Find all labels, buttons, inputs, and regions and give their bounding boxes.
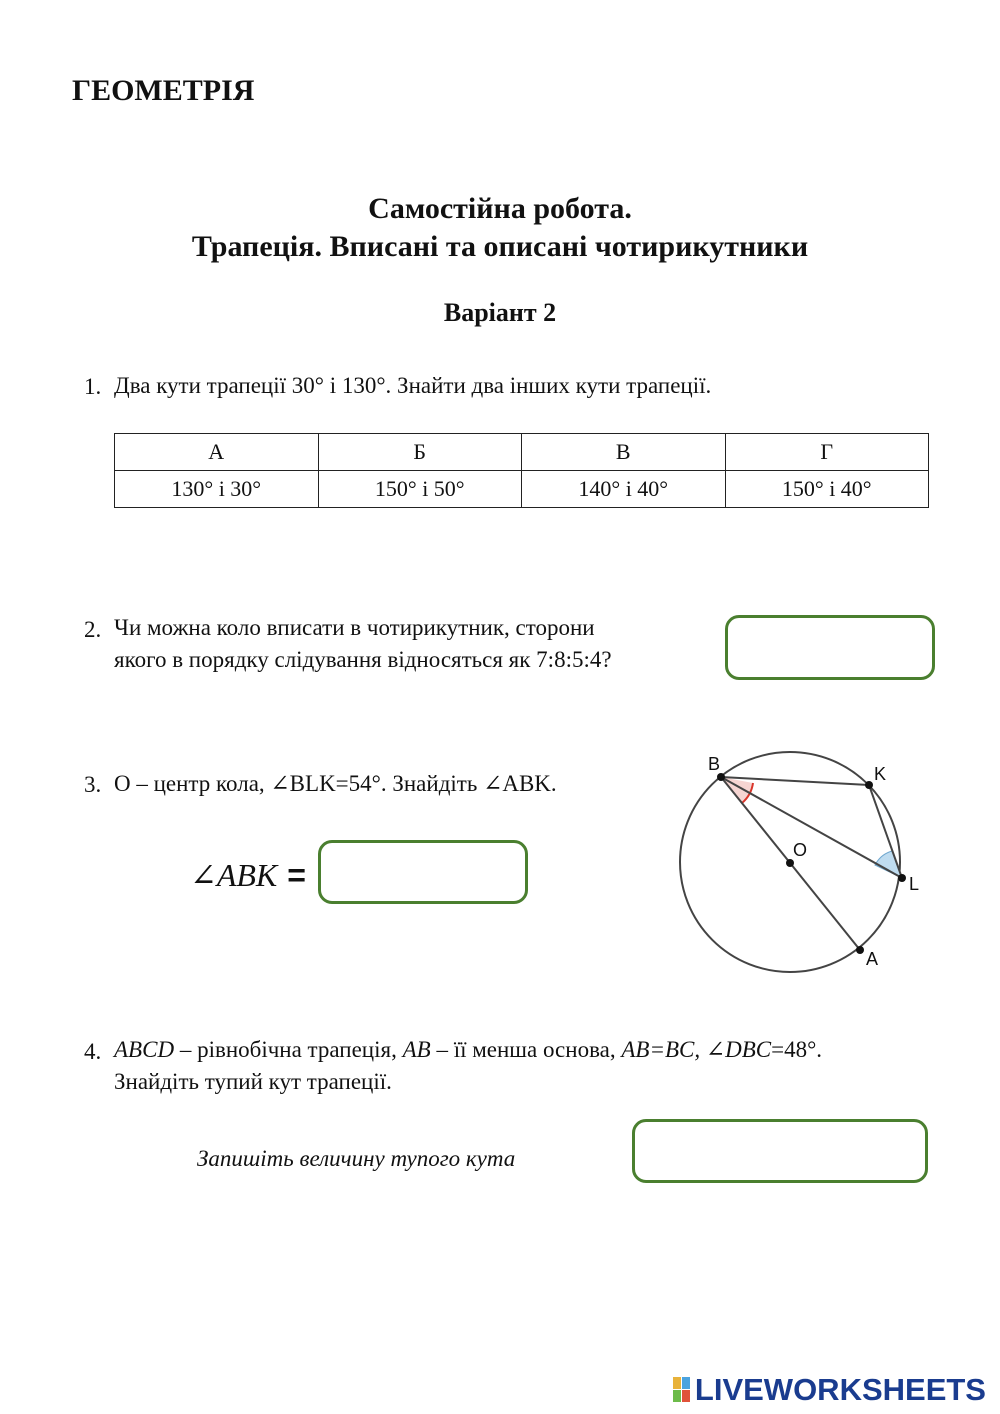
option-a-letter[interactable]: А [115,434,319,471]
q4-text-part1: – рівнобічна трапеція, [174,1037,403,1062]
q2-answer-box[interactable] [725,615,935,680]
logo-text: LIVEWORKSHEETS [694,1372,986,1407]
angle-abk-marker-fill [721,777,753,803]
point-b [717,773,725,781]
q1-options-table [114,433,929,508]
point-k [865,781,873,789]
q3-text: О – центр кола, ∠BLK=54°. Знайдіть ∠ABK. [114,771,557,796]
q4-abcd: ABCD [114,1037,175,1062]
option-g-value[interactable]: 150° і 40° [725,471,929,508]
q4-text-part2: – її менша основа, [430,1037,622,1062]
label-a: A [866,949,879,969]
option-v-value[interactable]: 140° і 40° [522,471,726,508]
label-o: O [793,840,808,860]
option-a-value[interactable]: 130° і 30° [115,471,319,508]
q1-number: 1. [84,374,102,399]
subject-heading: ГЕОМЕТРІЯ [72,74,255,107]
q2-line1: Чи можна коло вписати в чотирикутник, сторони [114,615,595,640]
label-b: B [708,754,721,774]
q4-answer-box[interactable] [632,1119,928,1183]
circle-diagram [668,750,928,990]
angle-abk-label: ∠ABK [190,857,278,893]
q2-number: 2. [84,617,102,642]
q4-ab: AB [402,1037,431,1062]
label-l: L [909,874,920,894]
equals-sign: = [287,857,306,893]
option-g-letter[interactable]: Г [725,434,929,471]
q3-number: 3. [84,772,102,797]
point-l [898,874,906,882]
option-b-letter[interactable]: Б [318,434,522,471]
label-k: K [874,764,887,784]
q3-answer-box[interactable] [318,840,528,904]
point-o [786,859,794,867]
q2-line2: якого в порядку слідування відносяться як 7:8:5:4? [114,647,612,672]
q4-number: 4. [84,1039,102,1064]
q3-answer-label [190,856,306,894]
q1-text: Два кути трапеції 30° і 130°. Знайти два інших кути трапеції. [114,373,712,398]
q4-line2: Знайдіть тупий кут трапеції. [114,1069,392,1094]
option-b-value[interactable]: 150° і 50° [318,471,522,508]
point-a [856,946,864,954]
q4-text-part3: =48°. [771,1037,823,1062]
liveworksheets-logo[interactable] [673,1372,986,1408]
page-title-line1: Самостійна робота. [368,192,632,225]
page-title-line2: Трапеція. Вписані та описані чотирикутники [191,230,809,263]
variant-heading: Варіант 2 [443,298,557,327]
q4-line1 [114,1034,822,1066]
option-v-letter[interactable]: В [522,434,726,471]
logo-badge-icon [673,1377,691,1403]
q4-hint: Запишіть величину тупого кута [197,1146,516,1171]
q4-condition: AB=BC, ∠DBC [621,1037,772,1062]
